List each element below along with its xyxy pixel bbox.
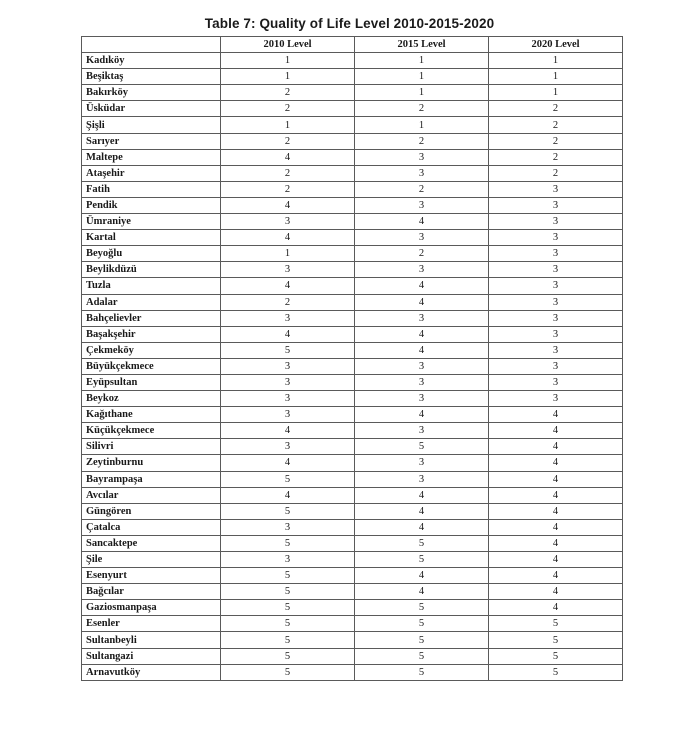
level-2020: 4 <box>489 584 623 600</box>
table-row <box>82 294 623 310</box>
district-name: Pendik <box>82 197 221 213</box>
level-2015: 5 <box>355 616 489 632</box>
level-2010: 4 <box>221 487 355 503</box>
table-row <box>82 101 623 117</box>
level-2015: 4 <box>355 407 489 423</box>
district-name: Beşiktaş <box>82 69 221 85</box>
level-2010: 3 <box>221 358 355 374</box>
level-2015: 3 <box>355 149 489 165</box>
table-row <box>82 471 623 487</box>
table-body <box>82 53 623 681</box>
table-row <box>82 342 623 358</box>
level-2015: 3 <box>355 391 489 407</box>
level-2010: 4 <box>221 326 355 342</box>
table-row <box>82 374 623 390</box>
level-2020: 3 <box>489 246 623 262</box>
district-name: Başakşehir <box>82 326 221 342</box>
level-2020: 4 <box>489 439 623 455</box>
level-2010: 2 <box>221 294 355 310</box>
level-2015: 5 <box>355 439 489 455</box>
header-2020-level: 2020 Level <box>489 37 623 53</box>
table-row <box>82 648 623 664</box>
level-2010: 3 <box>221 552 355 568</box>
level-2020: 3 <box>489 181 623 197</box>
district-name: Ataşehir <box>82 165 221 181</box>
header-2015-level: 2015 Level <box>355 37 489 53</box>
level-2015: 3 <box>355 455 489 471</box>
level-2015: 4 <box>355 326 489 342</box>
level-2010: 5 <box>221 568 355 584</box>
level-2010: 5 <box>221 632 355 648</box>
level-2015: 5 <box>355 632 489 648</box>
district-name: Eyüpsultan <box>82 374 221 390</box>
level-2020: 2 <box>489 165 623 181</box>
level-2015: 5 <box>355 664 489 680</box>
district-name: Bağcılar <box>82 584 221 600</box>
table-row <box>82 85 623 101</box>
table-row <box>82 664 623 680</box>
level-2015: 3 <box>355 262 489 278</box>
table-row <box>82 246 623 262</box>
level-2010: 4 <box>221 149 355 165</box>
level-2015: 4 <box>355 503 489 519</box>
table-row <box>82 535 623 551</box>
level-2020: 1 <box>489 85 623 101</box>
level-2020: 2 <box>489 133 623 149</box>
level-2015: 1 <box>355 117 489 133</box>
level-2010: 5 <box>221 600 355 616</box>
header-2010-level: 2010 Level <box>221 37 355 53</box>
table-row <box>82 600 623 616</box>
level-2020: 5 <box>489 648 623 664</box>
level-2020: 3 <box>489 278 623 294</box>
table-row <box>82 278 623 294</box>
table-row <box>82 53 623 69</box>
level-2020: 2 <box>489 101 623 117</box>
level-2010: 3 <box>221 439 355 455</box>
header-row <box>82 37 623 53</box>
level-2010: 1 <box>221 53 355 69</box>
district-name: Bahçelievler <box>82 310 221 326</box>
table-row <box>82 616 623 632</box>
table-row <box>82 214 623 230</box>
district-name: Sarıyer <box>82 133 221 149</box>
level-2015: 4 <box>355 278 489 294</box>
district-name: Maltepe <box>82 149 221 165</box>
level-2010: 3 <box>221 407 355 423</box>
table-row <box>82 358 623 374</box>
table-row <box>82 391 623 407</box>
level-2010: 5 <box>221 584 355 600</box>
table-row <box>82 568 623 584</box>
level-2015: 3 <box>355 374 489 390</box>
level-2010: 2 <box>221 85 355 101</box>
level-2020: 4 <box>489 487 623 503</box>
level-2020: 4 <box>489 600 623 616</box>
level-2010: 3 <box>221 310 355 326</box>
level-2015: 2 <box>355 133 489 149</box>
level-2020: 4 <box>489 455 623 471</box>
table-row <box>82 262 623 278</box>
district-name: Çekmeköy <box>82 342 221 358</box>
district-name: Gaziosmanpaşa <box>82 600 221 616</box>
level-2010: 5 <box>221 616 355 632</box>
level-2010: 1 <box>221 117 355 133</box>
level-2020: 3 <box>489 197 623 213</box>
level-2010: 5 <box>221 648 355 664</box>
level-2020: 4 <box>489 407 623 423</box>
district-name: Kartal <box>82 230 221 246</box>
level-2015: 3 <box>355 358 489 374</box>
level-2020: 4 <box>489 503 623 519</box>
table-row <box>82 423 623 439</box>
district-name: Şişli <box>82 117 221 133</box>
district-name: Beykoz <box>82 391 221 407</box>
table-row <box>82 230 623 246</box>
level-2010: 5 <box>221 471 355 487</box>
district-name: Fatih <box>82 181 221 197</box>
level-2010: 1 <box>221 246 355 262</box>
district-name: Tuzla <box>82 278 221 294</box>
table-row <box>82 326 623 342</box>
level-2010: 2 <box>221 133 355 149</box>
district-name: Kadıköy <box>82 53 221 69</box>
level-2010: 2 <box>221 101 355 117</box>
table-row <box>82 181 623 197</box>
level-2015: 3 <box>355 230 489 246</box>
level-2020: 4 <box>489 535 623 551</box>
level-2015: 3 <box>355 165 489 181</box>
level-2010: 5 <box>221 664 355 680</box>
table-row <box>82 69 623 85</box>
table-row <box>82 503 623 519</box>
level-2020: 4 <box>489 568 623 584</box>
district-name: Sancaktepe <box>82 535 221 551</box>
level-2010: 4 <box>221 423 355 439</box>
level-2020: 3 <box>489 326 623 342</box>
level-2020: 4 <box>489 519 623 535</box>
table-row <box>82 310 623 326</box>
level-2020: 4 <box>489 423 623 439</box>
table-row <box>82 584 623 600</box>
table-row <box>82 519 623 535</box>
table-row <box>82 407 623 423</box>
table-row <box>82 487 623 503</box>
level-2010: 5 <box>221 342 355 358</box>
level-2015: 3 <box>355 310 489 326</box>
table-row <box>82 455 623 471</box>
level-2015: 5 <box>355 535 489 551</box>
header-district <box>82 37 221 53</box>
district-name: Avcılar <box>82 487 221 503</box>
level-2015: 2 <box>355 101 489 117</box>
level-2010: 3 <box>221 214 355 230</box>
district-name: Esenyurt <box>82 568 221 584</box>
level-2020: 2 <box>489 117 623 133</box>
level-2020: 3 <box>489 391 623 407</box>
level-2015: 4 <box>355 342 489 358</box>
level-2020: 3 <box>489 358 623 374</box>
level-2010: 3 <box>221 519 355 535</box>
level-2015: 4 <box>355 214 489 230</box>
district-name: Güngören <box>82 503 221 519</box>
district-name: Beylikdüzü <box>82 262 221 278</box>
level-2015: 1 <box>355 69 489 85</box>
table-row <box>82 632 623 648</box>
table-row <box>82 165 623 181</box>
level-2020: 5 <box>489 616 623 632</box>
district-name: Küçükçekmece <box>82 423 221 439</box>
level-2020: 3 <box>489 214 623 230</box>
district-name: Şile <box>82 552 221 568</box>
level-2020: 3 <box>489 342 623 358</box>
level-2015: 4 <box>355 519 489 535</box>
level-2020: 3 <box>489 374 623 390</box>
level-2010: 2 <box>221 165 355 181</box>
quality-of-life-table <box>81 36 623 681</box>
district-name: Üsküdar <box>82 101 221 117</box>
level-2010: 5 <box>221 503 355 519</box>
district-name: Arnavutköy <box>82 664 221 680</box>
level-2015: 5 <box>355 600 489 616</box>
table-row <box>82 133 623 149</box>
level-2010: 3 <box>221 262 355 278</box>
level-2015: 3 <box>355 197 489 213</box>
level-2015: 2 <box>355 246 489 262</box>
table-row <box>82 117 623 133</box>
district-name: Adalar <box>82 294 221 310</box>
level-2010: 3 <box>221 374 355 390</box>
table-row <box>82 197 623 213</box>
district-name: Büyükçekmece <box>82 358 221 374</box>
level-2010: 4 <box>221 230 355 246</box>
district-name: Sultanbeyli <box>82 632 221 648</box>
level-2020: 5 <box>489 664 623 680</box>
district-name: Zeytinburnu <box>82 455 221 471</box>
level-2010: 4 <box>221 197 355 213</box>
table-row <box>82 439 623 455</box>
level-2020: 4 <box>489 552 623 568</box>
level-2010: 4 <box>221 455 355 471</box>
district-name: Sultangazi <box>82 648 221 664</box>
level-2010: 4 <box>221 278 355 294</box>
table-title: Table 7: Quality of Life Level 2010-2015-2020 <box>204 16 495 31</box>
level-2020: 2 <box>489 149 623 165</box>
district-name: Beyoğlu <box>82 246 221 262</box>
level-2015: 4 <box>355 568 489 584</box>
level-2010: 5 <box>221 535 355 551</box>
level-2015: 3 <box>355 423 489 439</box>
table-row <box>82 552 623 568</box>
level-2010: 1 <box>221 69 355 85</box>
district-name: Çatalca <box>82 519 221 535</box>
district-name: Silivri <box>82 439 221 455</box>
level-2015: 4 <box>355 584 489 600</box>
level-2015: 2 <box>355 181 489 197</box>
district-name: Bakırköy <box>82 85 221 101</box>
level-2020: 1 <box>489 53 623 69</box>
level-2010: 3 <box>221 391 355 407</box>
level-2020: 5 <box>489 632 623 648</box>
level-2020: 4 <box>489 471 623 487</box>
level-2015: 5 <box>355 648 489 664</box>
level-2020: 3 <box>489 310 623 326</box>
level-2015: 1 <box>355 53 489 69</box>
district-name: Esenler <box>82 616 221 632</box>
district-name: Kağıthane <box>82 407 221 423</box>
level-2020: 3 <box>489 230 623 246</box>
level-2020: 3 <box>489 294 623 310</box>
level-2015: 1 <box>355 85 489 101</box>
level-2015: 3 <box>355 471 489 487</box>
table-row <box>82 149 623 165</box>
level-2015: 4 <box>355 487 489 503</box>
level-2020: 1 <box>489 69 623 85</box>
district-name: Bayrampaşa <box>82 471 221 487</box>
level-2015: 5 <box>355 552 489 568</box>
level-2020: 3 <box>489 262 623 278</box>
district-name: Ümraniye <box>82 214 221 230</box>
level-2015: 4 <box>355 294 489 310</box>
level-2010: 2 <box>221 181 355 197</box>
